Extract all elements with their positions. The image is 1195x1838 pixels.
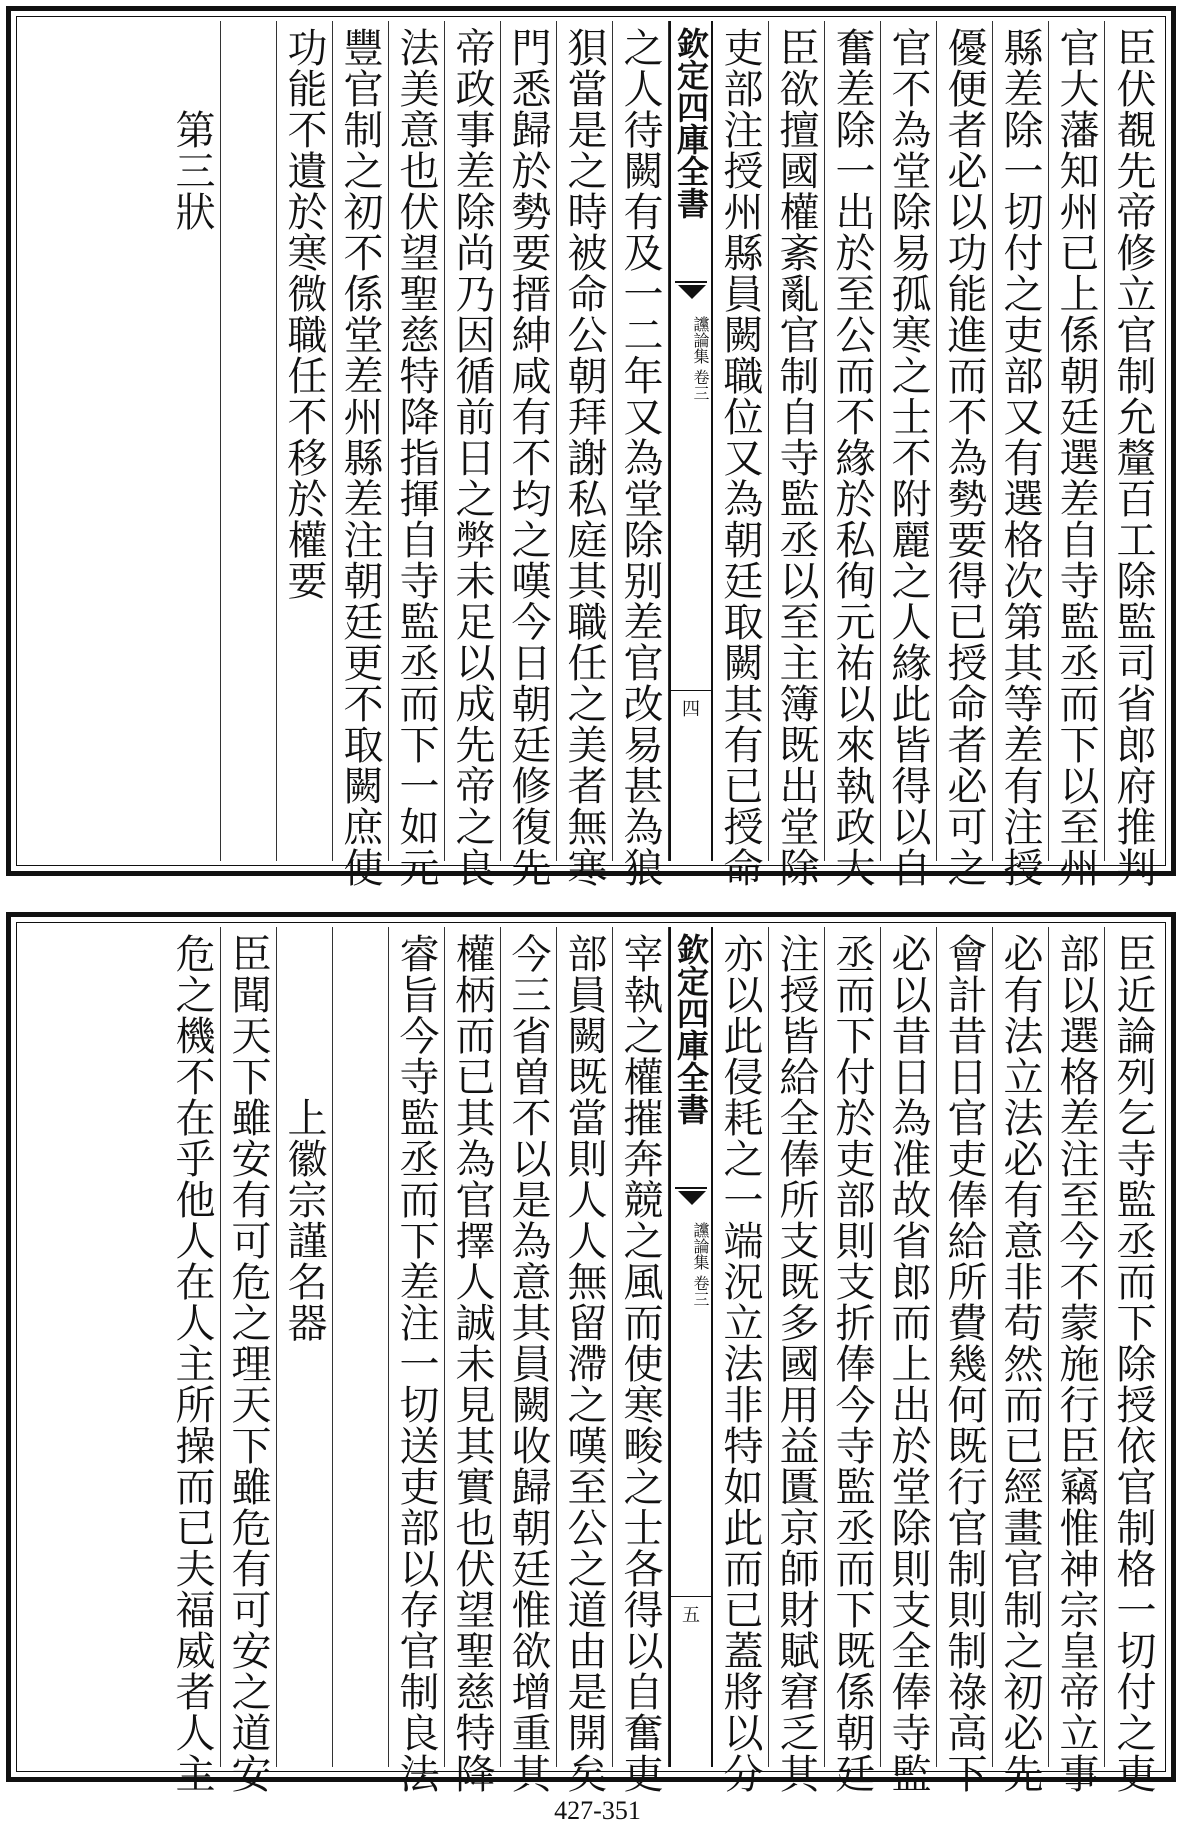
book-title: 欽定四庫全書 [672, 27, 710, 219]
page-number: 五 [671, 1596, 711, 1627]
section-heading: 上徽宗謹名器 [277, 927, 333, 1767]
fish-tail-mark [675, 281, 707, 311]
text-column: 必以昔日為准故省郎而上出於堂除則支全俸寺監 [881, 927, 937, 1767]
text-column: 奮差除一出於至公而不緣於私徇元祐以來執政大 [825, 21, 881, 861]
text-column: 法美意也伏望聖慈特降指揮自寺監丞而下一如元 [389, 21, 445, 861]
page-top [6, 6, 1176, 888]
page-bottom [6, 912, 1176, 1794]
text-column: 危之機不在乎他人在人主所操而已夫福威者人主 [165, 927, 221, 1767]
text-column: 丞而下付於吏部則支折俸今寺監丞而下既係朝廷 [825, 927, 881, 1767]
text-column: 豐官制之初不係堂差州縣差注朝廷更不取闕庶使 [333, 21, 389, 861]
text-column: 縣差除一切付之吏部又有選格次第其等差有注授 [993, 21, 1049, 861]
text-column: 注授皆給全俸所支既多國用益匱京師財賦窘乏其 [769, 927, 825, 1767]
fish-tail-mark [675, 1187, 707, 1217]
center-gutter [669, 927, 713, 1767]
text-column: 官大藩知州已上係朝廷選差自寺監丞而下以至州 [1049, 21, 1105, 861]
footer-page-code: 427-351 [554, 1796, 641, 1825]
text-column: 吏部注授州縣員闕職位又為朝廷取闕其有已授命 [713, 21, 769, 861]
text-column: 之人待闕有及一二年又為堂除别差官改易甚為狼 [613, 21, 669, 861]
text-column: 今三省曽不以是為意其員闕收歸朝廷惟欲增重其 [501, 927, 557, 1767]
text-column: 宰執之權摧奔競之風而使寒畯之士各得以自奮吏 [613, 927, 669, 1767]
text-column: 亦以此侵耗之一端況立法非特如此而已蓋將以分 [713, 927, 769, 1767]
text-column: 臣欲擅國權紊亂官制自寺監丞以至主簿既出堂除 [769, 21, 825, 861]
text-column: 優便者必以功能進而不為勢要得已授命者必可之 [937, 21, 993, 861]
text-columns-bottom [21, 927, 1161, 1794]
text-column: 門悉歸於勢要搢紳咸有不均之嘆今日朝廷修復先 [501, 21, 557, 861]
text-column: 帝政事差除尚乃因循前日之弊未足以成先帝之良 [445, 21, 501, 861]
text-columns-top [21, 21, 1161, 888]
text-column: 必有法立法必有意非苟然而已經畫官制之初必先 [993, 927, 1049, 1767]
blank-column [333, 927, 389, 1767]
text-column: 部員闕既當則人人無留滯之嘆至公之道由是開矣 [557, 927, 613, 1767]
text-column: 權柄而已其為官擇人誠未見其實也伏望聖慈特降 [445, 927, 501, 1767]
section-heading: 第三狀 [165, 21, 221, 861]
blank-column [221, 21, 277, 861]
collection-name: 讜論集 卷三 [691, 1222, 710, 1308]
collection-name: 讜論集 卷三 [691, 316, 710, 402]
book-title: 欽定四庫全書 [672, 933, 710, 1125]
text-column: 臣近論列乞寺監丞而下除授依官制格一切付之吏 [1110, 933, 1156, 1794]
text-column: 狽當是之時被命公朝拜謝私庭其職任之美者無寒 [557, 21, 613, 861]
text-column: 臣伏覩先帝修立官制允釐百工除監司省郎府推判 [1110, 27, 1156, 888]
text-column: 部以選格差注至今不蒙施行臣竊惟神宗皇帝立事 [1049, 927, 1105, 1767]
text-column: 臣聞天下雖安有可危之理天下雖危有可安之道安 [221, 927, 277, 1767]
text-column: 睿旨今寺監丞而下差注一切送吏部以存官制良法 [389, 927, 445, 1767]
text-column: 會計昔日官吏俸給所費幾何既行官制則制祿高下 [937, 927, 993, 1767]
page-number: 四 [671, 690, 711, 721]
text-column: 官不為堂除易孤寒之士不附麗之人緣此皆得以自 [881, 21, 937, 861]
text-column: 功能不遺於寒微職任不移於權要 [277, 21, 333, 861]
center-gutter [669, 21, 713, 861]
